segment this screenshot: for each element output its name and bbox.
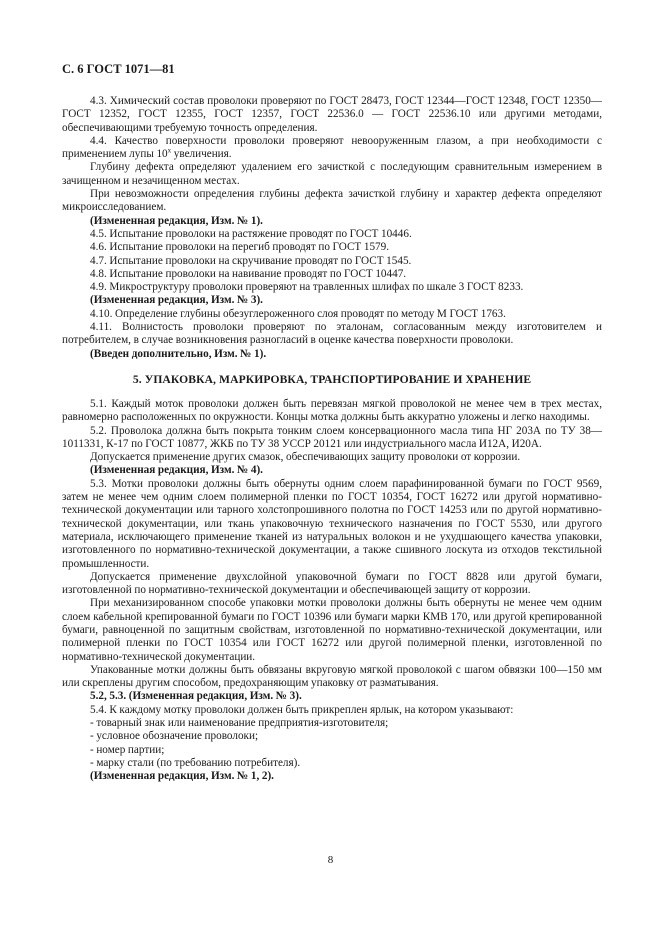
paragraph-4-10: 4.10. Определение глубины обезуглероженного слоя проводят по методу М ГОСТ 1763. [90, 307, 506, 320]
running-header: С. 6 ГОСТ 1071—81 [62, 62, 175, 76]
paragraph-two-layer-paper: Допускается применение двухслойной упаковочной бумаги по ГОСТ 8828 или другой бумаги, изготовленной по нормативно-технической документации и обеспечивающей защиту от коррозии. [62, 570, 602, 597]
page-number: 8 [327, 854, 334, 866]
amendment-note: (Измененная редакция, Изм. № 1, 2). [90, 770, 274, 783]
list-item: - номер партии; [90, 743, 165, 756]
paragraph-4-6: 4.6. Испытание проволоки на перегиб проводят по ГОСТ 1579. [90, 241, 390, 254]
paragraph-4-4 [62, 135, 602, 162]
paragraph-4-8: 4.8. Испытание проволоки на навивание проводят по ГОСТ 10447. [90, 267, 407, 280]
list-item: - условное обозначение проволоки; [90, 730, 259, 743]
paragraph-microanalysis: При невозможности определения глубины дефекта зачисткой глубину и характер дефекта определяют микроисследованием. [62, 188, 602, 214]
paragraph-5-4: 5.4. К каждому мотку проволоки должен быть прикреплен ярлык, на котором указывают: [90, 703, 514, 716]
paragraph-5-1: 5.1. Каждый моток проволоки должен быть перевязан мягкой проволокой не менее чем в трех местах, равномерно расположенных по окружности. Концы мотка должны быть аккуратно уложены и легко находимы. [62, 397, 602, 424]
list-item: - товарный знак или наименование предприятия-изготовителя; [90, 717, 389, 730]
paragraph-4-4-tail: увеличения. [171, 148, 232, 161]
amendment-note: 5.2, 5.3. (Измененная редакция, Изм. № 3). [90, 690, 302, 703]
paragraph-lubricants: Допускается применение других смазок, обеспечивающих защиту проволоки от коррозии. [90, 451, 521, 464]
paragraph-4-11: 4.11. Волнистость проволоки проверяют по эталонам, согласованным между изготовителем и потребителем, в случае возникновения разногласий в оценке качества поверхности проволоки. [62, 321, 602, 347]
paragraph-mechanized-packing: При механизированном способе упаковки мотки проволоки должны быть обернуты не менее чем одним слоем кабельной крепированной бумаги по ГОСТ 10396 или бумаги марки КМВ 170, или другой крепированной бумаги, равноценной по защитным свойствам, изготовленной по нормативно-технической документации, или полимерной пленки по ГОСТ 10354 или ГОСТ 16272 или другой полимерной пленки, изготовленной по нормативно-технической документации. [62, 597, 602, 663]
superscript-x: х [167, 146, 172, 155]
paragraph-defect-depth: Глубину дефекта определяют удалением его зачисткой с последующим сравнительным измерением в зачищенном и незачищенном местах. [62, 161, 602, 187]
paragraph-5-3: 5.3. Мотки проволоки должны быть обернуты одним слоем парафинированной бумаги по ГОСТ 9569, затем не менее чем одним слоем полимерной пленки по ГОСТ 10354, ГОСТ 16272 или другой нормативно-технической документации или тарного холстопрошивного полотна по ГОСТ 14253 или по другой нормативно-технической документации, или ткань упаковочную технического назначения по ГОСТ 5530, или другого материала, исключающего применение тканей из натуральных волокон и не ухудшающего качества упаковки, изготовленного по нормативно-технической документации, а также сшивного лоскута из отходов текстильной промышленности. [62, 477, 602, 570]
paragraph-4-9: 4.9. Микроструктуру проволоки проверяют на травленных шлифах по шкале 3 ГОСТ 8233. [90, 281, 524, 294]
amendment-note: (Измененная редакция, Изм. № 3). [90, 294, 263, 307]
amendment-note: (Измененная редакция, Изм. № 1). [90, 214, 263, 227]
paragraph-4-4-text: 4.4. Качество поверхности проволоки проверяют невооруженным глазом, а при необходимости с применением лупы 10 [62, 134, 602, 161]
amendment-note: (Введен дополнительно, Изм. № 1). [90, 347, 267, 360]
paragraph-4-7: 4.7. Испытание проволоки на скручивание проводят по ГОСТ 1545. [90, 254, 412, 267]
document-page [62, 62, 602, 784]
paragraph-binding: Упакованные мотки должны быть обвязаны вкруговую мягкой проволокой с шагом обвязки 100—150 мм или скреплены другим способом, предохраняющим упаковку от разматывания. [62, 663, 602, 690]
paragraph-4-5: 4.5. Испытание проволоки на растяжение проводят по ГОСТ 10446. [90, 227, 412, 240]
amendment-note: (Измененная редакция, Изм. № 4). [90, 464, 263, 477]
list-item: - марку стали (по требованию потребителя). [90, 756, 301, 769]
paragraph-5-2: 5.2. Проволока должна быть покрыта тонким слоем консервационного масла типа НГ 203А по ТУ 38—1011331, К-17 по ГОСТ 10877, ЖКБ по ТУ 38 УССР 20121 или индустриального масла И12А, И20А. [62, 424, 602, 450]
section-5-title: 5. УПАКОВКА, МАРКИРОВКА, ТРАНСПОРТИРОВАНИЕ И ХРАНЕНИЕ [132, 372, 532, 386]
paragraph-4-3: 4.3. Химический состав проволоки проверяют по ГОСТ 28473, ГОСТ 12344—ГОСТ 12348, ГОСТ 12350—ГОСТ 12352, ГОСТ 12355, ГОСТ 12357, ГОСТ 22536.0 — ГОСТ 22536.10 или другими методами, обеспечивающими требуемую точность определения. [62, 95, 602, 134]
